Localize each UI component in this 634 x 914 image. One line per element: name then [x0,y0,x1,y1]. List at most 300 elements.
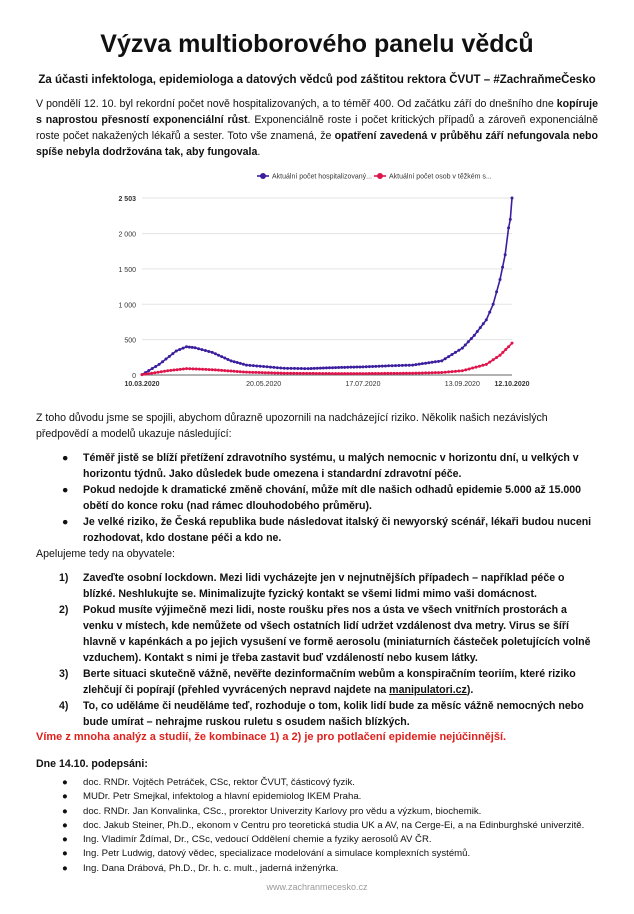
series-point-2 [195,368,198,371]
series-point-2 [233,370,236,373]
series-point-2 [340,372,343,375]
series-point-1 [303,367,306,370]
series-point-2 [276,372,279,375]
series-point-1 [316,367,319,370]
series-point-2 [386,372,389,375]
series-point-2 [220,369,223,372]
bullet-icon: ● [62,862,68,874]
series-point-1 [255,364,258,367]
signer-item [36,805,598,819]
signer-text: Ing. Dana Drábová, Ph.D., Dr. h. c. mult., jaderná inženýrka. [83,862,339,874]
series-point-2 [160,370,163,373]
series-point-2 [169,369,172,372]
series-point-2 [236,370,239,373]
series-point-1 [476,330,479,333]
y-tick-label: 2 000 [118,231,136,239]
series-point-2 [267,371,270,374]
series-point-2 [424,371,427,374]
series-point-2 [157,371,160,374]
series-point-2 [447,370,450,373]
series-point-1 [248,364,251,367]
x-tick-label: 13.09.2020 [444,381,480,388]
series-point-1 [245,364,248,367]
series-point-1 [191,346,194,349]
series-point-1 [158,363,161,366]
signer-text: Ing. Vladimír Ždímal, Dr., CSc, vedoucí Oddělení chemie a fyziky aerosolů AV ČR. [83,834,432,846]
series-point-1 [276,366,279,369]
appeal-text: Pokud musíte výjimečně mezi lidi, noste roušku přes nos a ústa ve všech vnitřních prostorách a venku v místech, kde nemůžete od všech ostatních lidí udržet vzdálenost dva metry. Virus se šíří hlavně v kapénkách a po jejich vysušení ve formě aerosolu (miniaturních částeček poletujících volně vzduchem). Kontakt s nimi je třeba zastavit buď vzdáleností nebo kusem látky. [83,604,591,664]
series-point-2 [495,356,498,359]
series-point-1 [168,355,171,358]
series-point-2 [464,368,467,371]
hospitalization-chart [100,165,540,390]
signer-item [36,776,598,790]
series-point-2 [299,372,302,375]
series-point-2 [248,371,251,374]
series-point-2 [504,348,507,351]
appeal-list [36,570,598,730]
series-point-1 [479,326,482,329]
series-point-1 [164,358,167,361]
series-point-2 [172,369,175,372]
series-point-1 [293,367,296,370]
series-point-1 [300,367,303,370]
series-point-2 [296,372,299,375]
legend-label: Aktuální počet hospitalizovaný... [272,173,373,181]
series-point-2 [318,372,321,375]
series-point-2 [308,372,311,375]
series-point-1 [242,363,245,366]
series-point-1 [509,218,512,221]
series-point-1 [340,366,343,369]
series-point-2 [414,372,417,375]
appeal-text-end: ). [466,684,474,696]
series-point-2 [331,372,334,375]
series-point-1 [175,349,178,352]
x-tick-label: 17.07.2020 [345,381,381,388]
series-point-1 [414,363,417,366]
series-point-2 [454,370,457,373]
series-point-1 [507,226,510,229]
series-point-2 [389,372,392,375]
series-point-1 [434,360,437,363]
series-point-2 [346,372,349,375]
series-point-1 [499,278,502,281]
series-point-1 [147,369,150,372]
series-point-1 [371,365,374,368]
series-point-2 [315,372,318,375]
series-point-2 [418,372,421,375]
series-point-2 [444,371,447,374]
series-point-1 [461,347,464,350]
series-point-2 [223,369,226,372]
series-point-2 [377,372,380,375]
series-point-1 [470,337,473,340]
appeal-item [36,666,598,698]
series-point-2 [198,368,201,371]
series-point-2 [405,372,408,375]
series-point-2 [147,372,150,375]
series-point-2 [349,372,352,375]
series-point-1 [473,334,476,337]
series-point-1 [418,363,421,366]
series-point-2 [511,342,514,345]
series-point-1 [337,366,340,369]
series-point-1 [252,364,255,367]
series-point-1 [310,367,313,370]
series-point-1 [440,359,443,362]
series-point-2 [324,372,327,375]
series-point-1 [286,367,289,370]
series-point-1 [178,348,181,351]
series-point-1 [161,360,164,363]
series-point-2 [437,371,440,374]
signer-item [36,819,598,833]
prediction-list [36,450,598,546]
bullet-icon: ● [62,805,68,817]
appeal-number: 2) [59,604,69,616]
document-subtitle: Za účasti infektologa, epidemiologa a datových vědců pod záštitou rektora ČVUT – #ZachraňmeČesko [38,74,596,86]
series-point-2 [481,364,484,367]
series-point-2 [211,368,214,371]
series-point-1 [188,346,191,349]
series-point-1 [427,361,430,364]
series-point-2 [440,371,443,374]
series-point-2 [182,367,185,370]
series-point-1 [454,351,457,354]
series-point-2 [488,361,491,364]
intro-text-3: . [257,146,261,158]
prediction-item [36,482,598,514]
series-point-2 [153,371,156,374]
series-point-1 [437,360,440,363]
y-tick-label: 2 503 [118,196,136,203]
series-point-1 [322,367,325,370]
series-point-1 [511,197,514,200]
intro-bold-2: opatření zavedená v průběhu září nefungovala nebo spíše nebyla dodržována tak, aby fungovala [36,130,598,158]
series-point-1 [394,364,397,367]
series-point-1 [492,303,495,306]
y-tick-label: 500 [124,337,136,345]
series-point-1 [361,365,364,368]
intro-paragraph [36,96,598,160]
series-point-2 [434,371,437,374]
signer-item [36,833,598,847]
series-point-2 [421,371,424,374]
appeal-item [36,570,598,602]
series-point-2 [283,372,286,375]
series-point-2 [427,371,430,374]
series-point-1 [391,364,394,367]
signer-text: MUDr. Petr Smejkal, infektolog a hlavní epidemiolog IKEM Praha. [83,791,362,803]
series-point-1 [236,361,239,364]
series-point-1 [211,351,214,354]
series-point-2 [431,371,434,374]
signer-text: Ing. Petr Ludwig, datový vědec, specializace modelování a simulace komplexních systémů. [83,848,471,860]
prediction-item [36,450,598,482]
series-point-1 [451,353,454,356]
y-tick-label: 1 000 [118,302,136,310]
series-point-1 [239,362,242,365]
series-point-1 [307,367,310,370]
series-point-2 [245,371,248,374]
series-point-1 [424,362,427,365]
signer-item [36,862,598,876]
series-point-2 [179,368,182,371]
intro-bold-1: kopíruje s naprostou přesností exponenciální růst [36,98,598,126]
series-point-2 [492,358,495,361]
series-point-1 [233,360,236,363]
series-point-2 [358,372,361,375]
bullet-icon: ● [62,819,68,831]
series-point-1 [368,365,371,368]
series-point-1 [447,355,450,358]
series-point-2 [208,368,211,371]
series-point-2 [214,368,217,371]
appeal-number: 1) [59,572,69,584]
series-point-1 [207,350,210,353]
series-point-1 [290,367,293,370]
series-point-1 [204,349,207,352]
series-point-2 [468,367,471,370]
series-point-1 [220,355,223,358]
series-point-1 [381,365,384,368]
series-point-1 [421,362,424,365]
series-point-2 [239,370,242,373]
series-point-2 [374,372,377,375]
x-tick-label: 12.10.2020 [494,381,530,388]
series-point-1 [365,365,368,368]
series-point-1 [482,322,485,325]
signer-item [36,790,598,804]
series-point-2 [242,370,245,373]
bullet-icon: ● [62,452,69,464]
bullet-icon: ● [62,791,68,803]
series-point-2 [478,365,481,368]
paragraph-risk: Z toho důvodu jsme se spojili, abychom důrazně upozornili na nadcházející riziko. Několik našich nezávislých předpovědí a modelů ukazuje následující: [36,412,548,440]
signer-text: doc. Jakub Steiner, Ph.D., ekonom v Centru pro teoretická studia UK a AV, na Cerge-Ei, a na Edinburghské univerzitě. [83,819,585,831]
series-point-1 [197,347,200,350]
series-point-2 [305,372,308,375]
series-point-1 [325,366,328,369]
series-point-2 [337,372,340,375]
series-point-1 [296,367,299,370]
footer-url[interactable]: www.zachranmecesko.cz [266,882,368,892]
bullet-icon: ● [62,484,69,496]
series-point-2 [144,373,147,376]
intro-text-1: V pondělí 12. 10. byl rekordní počet nově hospitalizovaných, a to téměř 400. Od začátku září do dnešního dne [36,98,557,110]
x-tick-label: 10.03.2020 [124,381,160,388]
series-point-2 [408,372,411,375]
series-point-1 [272,366,275,369]
series-point-2 [261,371,264,374]
bullet-icon: ● [62,834,68,846]
series-point-1 [444,357,447,360]
series-point-1 [495,290,498,293]
series-point-2 [312,372,315,375]
series-point-2 [471,367,474,370]
series-point-1 [182,347,185,350]
series-point-2 [292,372,295,375]
prediction-text: Téměř jistě se blíží přetížení zdravotního systému, u malých nemocnic v horizontu dní, u velkých v horizontu týdnů. Jako důsledek bude omezena i standardní zdravotní péče. [83,452,579,480]
series-point-1 [343,366,346,369]
series-point-1 [319,367,322,370]
key-statement: Víme z mnoha analýz a studií, že kombinace 1) a 2) je pro potlačení epidemie nejúčinnější. [36,731,507,743]
series-point-1 [404,364,407,367]
series-point-2 [321,372,324,375]
intro-text-2: . Exponenciálně roste i počet kritických případů a zároveň exponenciálně roste počet nakažených lékařů a sester. Toto vše znamená, že [36,114,599,142]
series-point-1 [349,366,352,369]
series-point-1 [328,366,331,369]
series-point-2 [176,368,179,371]
series-point-2 [485,363,488,366]
series-point-2 [475,366,478,369]
series-point-1 [355,366,358,369]
series-point-2 [258,371,261,374]
series-point-2 [302,372,305,375]
series-point-1 [358,365,361,368]
series-point-1 [397,364,400,367]
series-point-1 [504,253,507,256]
series-point-2 [368,372,371,375]
series-point-2 [251,371,254,374]
series-point-1 [217,354,220,357]
appeal-number: 4) [59,700,69,712]
series-point-1 [214,352,217,355]
series-point-1 [488,311,491,314]
series-point-2 [150,372,153,375]
series-point-2 [270,371,273,374]
series-point-2 [361,372,364,375]
prediction-text: Je velké riziko, že Česká republika bude následovat italský či newyorský scénář, lékaři budou nuceni rozhodovat, kdo dostane péči a kdo ne. [83,516,592,544]
appeal-number: 3) [59,668,69,680]
series-point-1 [431,361,434,364]
bullet-icon: ● [62,848,68,860]
series-point-1 [262,365,265,368]
series-point-2 [254,371,257,374]
series-point-2 [226,369,229,372]
series-point-2 [393,372,396,375]
bullet-icon: ● [62,516,69,528]
series-point-1 [485,318,488,321]
series-point-1 [230,359,233,362]
series-point-2 [501,351,504,354]
appeal-heading: Apelujeme tedy na obyvatele: [36,548,175,560]
series-point-2 [286,372,289,375]
series-point-2 [365,372,368,375]
series-point-2 [499,354,502,357]
series-point-2 [396,372,399,375]
series-point-2 [411,372,414,375]
bullet-icon: ● [62,777,68,788]
series-point-2 [229,370,232,373]
series-point-2 [380,372,383,375]
appeal-text: Berte situaci skutečně vážně, nevěřte dezinformačním webům a konspiračním teoriím, které riziko zlehčují či popírají (přehled vyvrácených nepravd najdete na [83,668,576,696]
series-point-1 [223,357,226,360]
series-point-2 [334,372,337,375]
prediction-text: Pokud nedojde k dramatické změně chování, může mít dle našich odhadů epidemie 5.000 až 15.000 obětí do konce roku (nad rámec dlouhodobého průměru). [83,484,582,512]
series-point-2 [201,368,204,371]
series-point-1 [464,343,467,346]
series-point-2 [273,371,276,374]
signers-list [36,776,598,876]
series-point-2 [264,371,267,374]
series-point-1 [154,365,157,368]
series-point-2 [141,373,144,376]
series-point-2 [280,372,283,375]
series-point-1 [283,367,286,370]
series-point-1 [185,345,188,348]
series-point-2 [343,372,346,375]
series-point-2 [191,367,194,370]
document-title: Výzva multioborového panelu vědců [100,30,534,58]
series-point-1 [401,364,404,367]
series-point-1 [457,349,460,352]
prediction-item [36,514,598,546]
series-point-1 [352,366,355,369]
series-point-2 [402,372,405,375]
series-point-1 [346,366,349,369]
series-point-2 [457,370,460,373]
series-point-1 [387,364,390,367]
series-point-1 [374,365,377,368]
series-point-1 [467,340,470,343]
series-point-1 [384,364,387,367]
y-tick-label: 0 [132,373,136,380]
signer-item [36,847,598,861]
series-point-2 [163,370,166,373]
y-tick-label: 1 500 [118,266,136,274]
series-point-1 [269,366,272,369]
series-point-2 [185,367,188,370]
series-point-1 [200,348,203,351]
series-point-1 [334,366,337,369]
signed-label: Dne 14.10. podepsáni: [36,758,148,770]
series-point-2 [355,372,358,375]
series-point-2 [383,372,386,375]
series-point-2 [328,372,331,375]
series-point-2 [399,372,402,375]
series-point-1 [279,366,282,369]
appeal-text: Zaveďte osobní lockdown. Mezi lidi vycházejte jen v nejnutnějších případech – například péče o blízké. Neshlukujte se. Minimalizujte fyzický kontakt se všemi lidmi mimo vaši domácnost. [83,572,565,600]
signer-text: doc. RNDr. Vojtěch Petráček, CSc, rektor ČVUT, částicový fyzik. [83,777,355,788]
series-point-1 [501,266,504,269]
series-point-1 [194,346,197,349]
series-point-1 [151,367,154,370]
appeal-item [36,698,598,730]
series-point-1 [411,364,414,367]
series-point-2 [217,369,220,372]
series-point-2 [451,370,454,373]
series-point-1 [259,365,262,368]
series-point-2 [352,372,355,375]
manipulatori-link[interactable]: manipulatori.cz [389,684,467,696]
series-point-2 [461,369,464,372]
series-point-1 [171,352,174,355]
series-point-1 [266,365,269,368]
appeal-text: To, co uděláme či neuděláme teď, rozhoduje o tom, kolik lidí bude za měsíc vážně nemocných nebo bude umírat – nehrajme ruskou ruletu s osudem našich blízkých. [83,700,584,728]
series-point-2 [507,345,510,348]
series-point-1 [378,365,381,368]
legend-label: Aktuální počet osob v těžkém s... [389,173,492,181]
series-point-1 [408,364,411,367]
series-point-2 [204,368,207,371]
series-point-1 [226,358,229,361]
series-point-2 [188,367,191,370]
series-point-1 [331,366,334,369]
appeal-item [36,602,598,666]
series-point-1 [313,367,316,370]
